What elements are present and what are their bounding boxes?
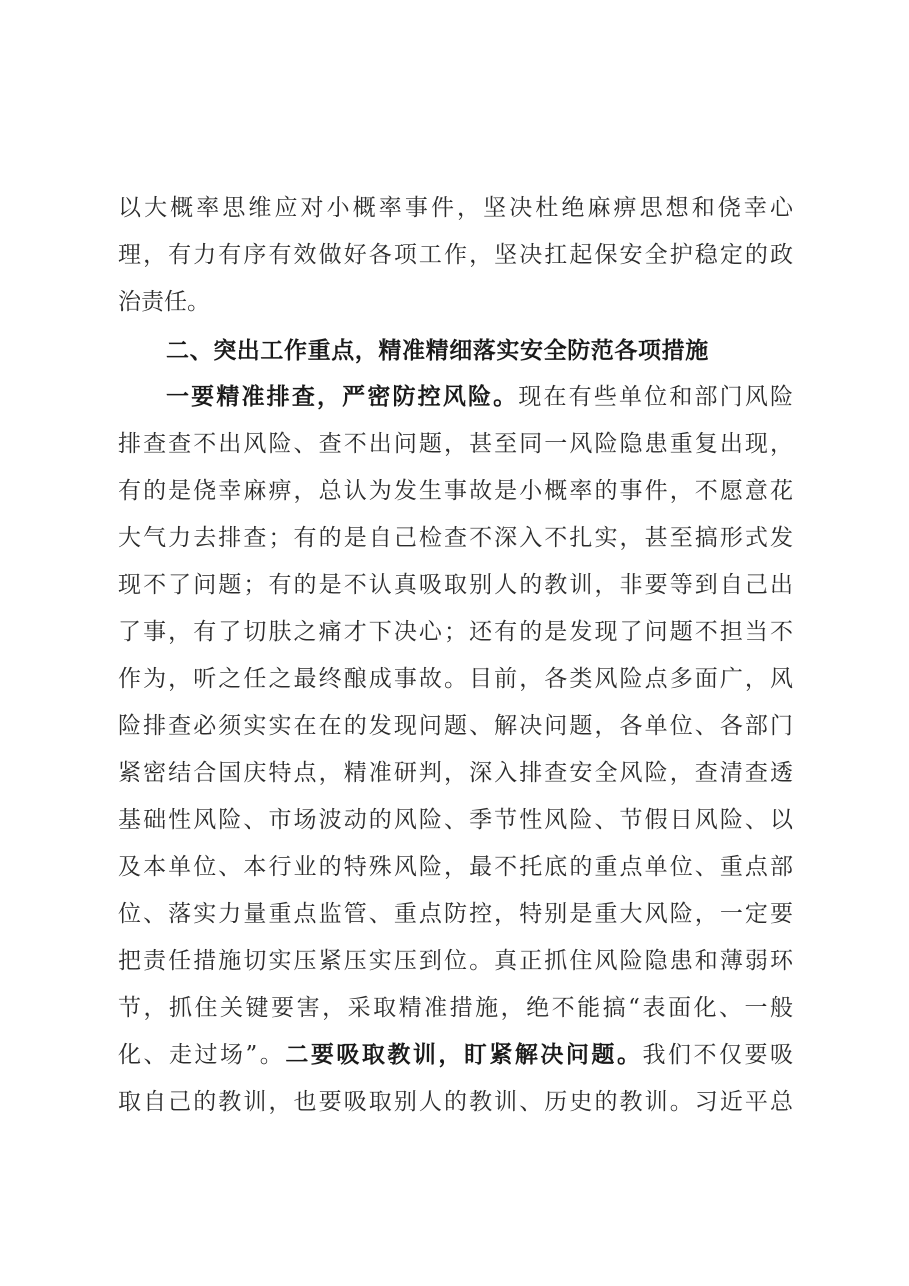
mixed-start: 化、走过场”。	[118, 1042, 286, 1068]
bold-lead: 一要精准排查，严密防控风险。	[166, 384, 519, 410]
mixed-end: 我们不仅要吸	[642, 1042, 794, 1068]
text-line: 以大概率思维应对小概率事件，坚决杜绝麻痹思想和侥幸心	[118, 195, 793, 221]
text-line: 有的是侥幸麻痹，总认为发生事故是小概率的事件，不愿意花	[118, 478, 793, 504]
text-line: 取自己的教训，也要吸取别人的教训、历史的教训。习近平总	[118, 1089, 793, 1115]
text-line: 现不了问题；有的是不认真吸取别人的教训，非要等到自己出	[118, 572, 793, 598]
text-line-mixed	[118, 1040, 793, 1070]
text-line: 紧密结合国庆特点，精准研判，深入排查安全风险，查清查透	[118, 760, 793, 786]
text-line-bold-lead	[166, 382, 793, 412]
text-line: 把责任措施切实压紧压实压到位。真正抓住风险隐患和薄弱环	[118, 948, 793, 974]
text-line: 位、落实力量重点监管、重点防控，特别是重大风险，一定要	[118, 901, 793, 927]
text-line: 大气力去排查；有的是自己检查不深入不扎实，甚至搞形式发	[118, 525, 793, 551]
bold-lead-2: 二要吸取教训，盯紧解决问题。	[285, 1042, 643, 1068]
text-line: 排查查不出风险、查不出问题，甚至同一风险隐患重复出现，	[118, 431, 793, 457]
section-heading: 二、突出工作重点，精准精细落实安全防范各项措施	[166, 338, 709, 364]
text-line: 险排查必须实实在在的发现问题、解决问题，各单位、各部门	[118, 713, 793, 739]
text-line: 了事，有了切肤之痛才下决心；还有的是发现了问题不担当不	[118, 619, 793, 645]
text-line: 及本单位、本行业的特殊风险，最不托底的重点单位、重点部	[118, 854, 793, 880]
lead-rest: 现在有些单位和部门风险	[518, 384, 794, 410]
text-line: 基础性风险、市场波动的风险、季节性风险、节假日风险、以	[118, 807, 793, 833]
text-line: 治责任。	[118, 289, 210, 315]
text-line: 节，抓住关键要害，采取精准措施，绝不能搞“表面化、一般	[118, 995, 793, 1021]
text-line: 作为，听之任之最终酿成事故。目前，各类风险点多面广，风	[118, 666, 793, 692]
text-line: 理，有力有序有效做好各项工作，坚决扛起保安全护稳定的政	[118, 242, 793, 268]
